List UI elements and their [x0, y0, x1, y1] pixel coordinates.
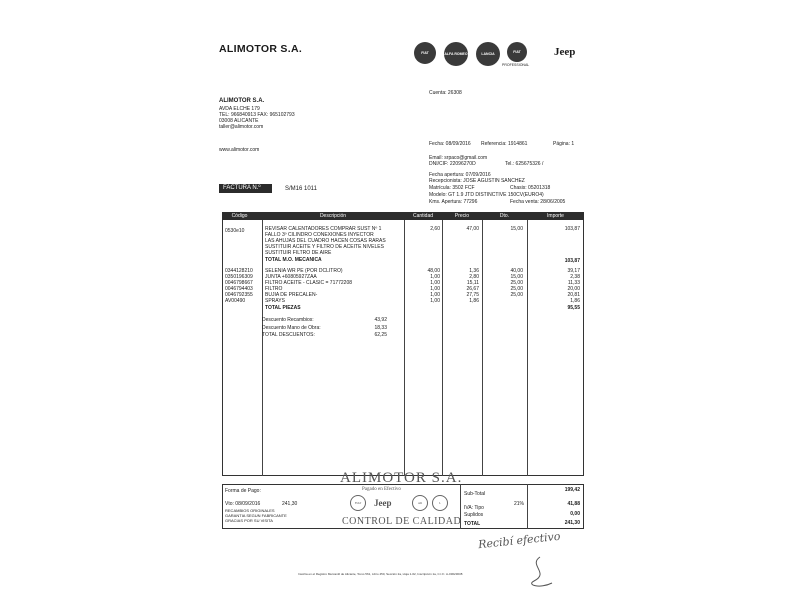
part-code: 0046798667	[225, 280, 253, 286]
labour-line: LAS AHUJAS DEL CUADRO HACEN COSAS RARAS	[265, 238, 386, 244]
opening-km: Kms. Apertura: 77296	[429, 199, 478, 205]
company-address: AVDA ELCHE 179	[219, 106, 260, 112]
parts-total-label: TOTAL PIEZAS	[265, 305, 301, 311]
total-value: 241,30	[564, 520, 580, 526]
table-header	[222, 212, 584, 220]
stamp-alfa-icon: AR	[412, 495, 428, 511]
parts-total: 95,55	[567, 305, 580, 311]
opening-date: Fecha apertura: 07/09/2016	[429, 172, 491, 178]
discount-value: 43,92	[374, 317, 387, 323]
part-price: 27,75	[466, 292, 479, 298]
suplidos-label: Suplidos	[464, 512, 484, 518]
brand-logos	[414, 40, 589, 68]
sale-date: Fecha venta: 28/06/2005	[510, 199, 566, 205]
receptionist: Recepcionista: JOSE AGUSTIN SANCHEZ	[429, 178, 525, 184]
discount-value: 18,33	[374, 325, 387, 331]
alfa-romeo-logo-icon: ALFA ROMEO	[444, 42, 468, 66]
company-web: www.alimotor.com	[219, 147, 260, 153]
part-price: 26,67	[466, 286, 479, 292]
labour-line: FALLO 3º CILINDRO CONEXIONES INYECTOR	[265, 232, 374, 238]
part-description: JUNTA +60805927ZAA	[265, 274, 317, 280]
column-divider	[482, 220, 483, 476]
vat-label: IVA: Tipo	[464, 505, 484, 511]
column-divider	[442, 220, 443, 476]
part-description: FILTRO	[265, 286, 283, 292]
labour-amount: 103,87	[564, 226, 580, 232]
col-discount-header: Dto.	[499, 213, 510, 219]
company-name: ALIMOTOR S.A.	[219, 98, 265, 104]
total-label: TOTAL	[464, 521, 481, 527]
part-discount: 25,00	[510, 286, 523, 292]
part-quantity: 48,00	[427, 268, 440, 274]
vehicle-model: Modelo: GT 1.9 JTD DISTINCTIVE 150CV(EURO4)	[429, 192, 544, 198]
stamp-title: ALIMOTOR S.A.	[340, 470, 463, 486]
part-amount: 39,17	[567, 268, 580, 274]
fiat-professional-logo-icon: FIAT	[507, 42, 527, 62]
vat-amount: 41,88	[567, 501, 580, 507]
chassis-number: Chasis: 05201318	[510, 185, 551, 191]
stamp-jeep-logo: Jeep	[374, 498, 392, 508]
column-divider	[404, 220, 405, 476]
col-code-header: Código	[231, 213, 248, 219]
fiat-professional-label: PROFESSIONAL	[502, 63, 530, 67]
footer-note: GARANTIA SEGUN FABRICANTE	[225, 513, 287, 518]
subtotal-value: 199,42	[564, 487, 580, 493]
company-email: taller@alimotor.com	[219, 124, 264, 130]
stamp-paid: Pagado en Efectivo	[362, 487, 401, 492]
part-price: 2,80	[469, 274, 479, 280]
part-amount: 20,81	[567, 292, 580, 298]
labour-discount: 15,00	[510, 226, 523, 232]
invoice-number: S/M16 1011	[285, 186, 317, 192]
part-quantity: 1,00	[430, 286, 440, 292]
fiat-logo-icon: FIAT	[414, 42, 436, 64]
discount-label: Descuento Recambios:	[262, 317, 314, 323]
client-dni: DNI/CIF: 22096270D	[429, 161, 476, 167]
client-email: Email: srpaco@gmail.com	[429, 155, 488, 161]
labour-quantity: 2,60	[430, 226, 440, 232]
registry-info: Inscrita en el Registro Mercantil de Alicante, Tomo 561, Libro 450, Sección 2a, Hoja 1-62, Inscripción 1a, C.I.F.: A-03023038	[298, 572, 463, 576]
part-amount: 1,86	[570, 298, 580, 304]
labour-total-label: TOTAL M.O. MECANICA	[265, 257, 322, 263]
suplidos-value: 0,00	[570, 511, 580, 517]
part-code: 0350196309	[225, 274, 253, 280]
col-amount-header: Importe	[547, 213, 564, 219]
part-amount: 20,00	[567, 286, 580, 292]
due-amount: 241,30	[282, 501, 298, 507]
part-code: 0046794403	[225, 286, 253, 292]
part-amount: 11,33	[567, 280, 580, 286]
col-description-header: Descripción	[319, 213, 347, 219]
part-price: 1,36	[469, 268, 479, 274]
discount-label: TOTAL DESCUENTOS:	[262, 332, 315, 338]
lancia-logo-icon: LANCIA	[476, 42, 500, 66]
col-price-header: Precio	[454, 213, 470, 219]
stamp-fiat-icon: FIAT	[350, 495, 366, 511]
part-description: BUJIA DE PRECALEN-	[265, 292, 318, 298]
invoice-number-label: FACTURA N.º	[219, 184, 272, 193]
footer-note: GRACIAS POR SU VISITA	[225, 518, 273, 523]
part-discount: 15,00	[510, 274, 523, 280]
part-code: 0046792355	[225, 292, 253, 298]
labour-line: REVISAR CALENTADORES COMPRAR SUST Nº 1	[265, 226, 382, 232]
jeep-logo: Jeep	[554, 46, 576, 58]
account-number: Cuenta: 26308	[429, 90, 462, 96]
column-divider	[262, 220, 263, 476]
license-plate: Matrícula: 3502 FCF	[429, 185, 475, 191]
col-quantity-header: Cantidad	[412, 213, 433, 219]
due-date: Vto: 08/09/2016	[225, 501, 261, 507]
part-description: FILTRO ACEITE - CLASIC = 71772208	[265, 280, 353, 286]
part-discount: 40,00	[510, 268, 523, 274]
part-amount: 2,38	[570, 274, 580, 280]
part-quantity: 1,00	[430, 298, 440, 304]
part-discount: 25,00	[510, 280, 523, 286]
stamp-quality-control: CONTROL DE CALIDAD	[342, 516, 462, 527]
company-title: ALIMOTOR S.A.	[219, 43, 303, 55]
subtotal-label: Sub-Total	[464, 491, 486, 497]
discount-value: 62,25	[374, 332, 387, 338]
part-discount: 25,00	[510, 292, 523, 298]
part-quantity: 1,00	[430, 280, 440, 286]
footer-note: RECAMBIOS ORIGINALES	[225, 508, 275, 513]
part-quantity: 1,00	[430, 292, 440, 298]
labour-total: 103,87	[564, 258, 580, 264]
discount-label: Descuento Mano de Obra:	[262, 325, 321, 331]
labour-code: 0530e10	[225, 228, 245, 234]
part-price: 15,11	[466, 280, 479, 286]
labour-line: SUSTITUIR ACEITE Y FILTRO DE ACEITE NIVELES	[265, 244, 384, 250]
vat-rate: 21%	[514, 501, 525, 507]
payment-method-label: Forma de Pago:	[225, 488, 261, 494]
handwritten-note: Recibí efectivo	[477, 529, 562, 552]
stamp-lancia-icon: L	[432, 495, 448, 511]
client-phone: Tel.: 625675326 /	[505, 161, 544, 167]
company-city: 03008 ALICANTE	[219, 118, 259, 124]
invoice-date: Fecha: 08/09/2016	[429, 141, 471, 147]
part-description: SELENIA WR PE (POR DCLITRO)	[265, 268, 343, 274]
page-number: Página: 1	[553, 141, 575, 147]
part-code: AV00490	[225, 298, 246, 304]
labour-line: SUSTITUIR FILTRO DE AIRE	[265, 250, 332, 256]
part-description: SPRAYS	[265, 298, 285, 304]
signature-scribble	[520, 555, 560, 590]
labour-price: 47,00	[466, 226, 479, 232]
part-price: 1,86	[469, 298, 479, 304]
company-stamp	[340, 470, 465, 540]
part-quantity: 1,00	[430, 274, 440, 280]
invoice-reference: Referencia: 1914861	[481, 141, 528, 147]
company-phone-fax: TEL: 966840913 FAX: 965102793	[219, 112, 295, 118]
part-code: 0344128210	[225, 268, 253, 274]
